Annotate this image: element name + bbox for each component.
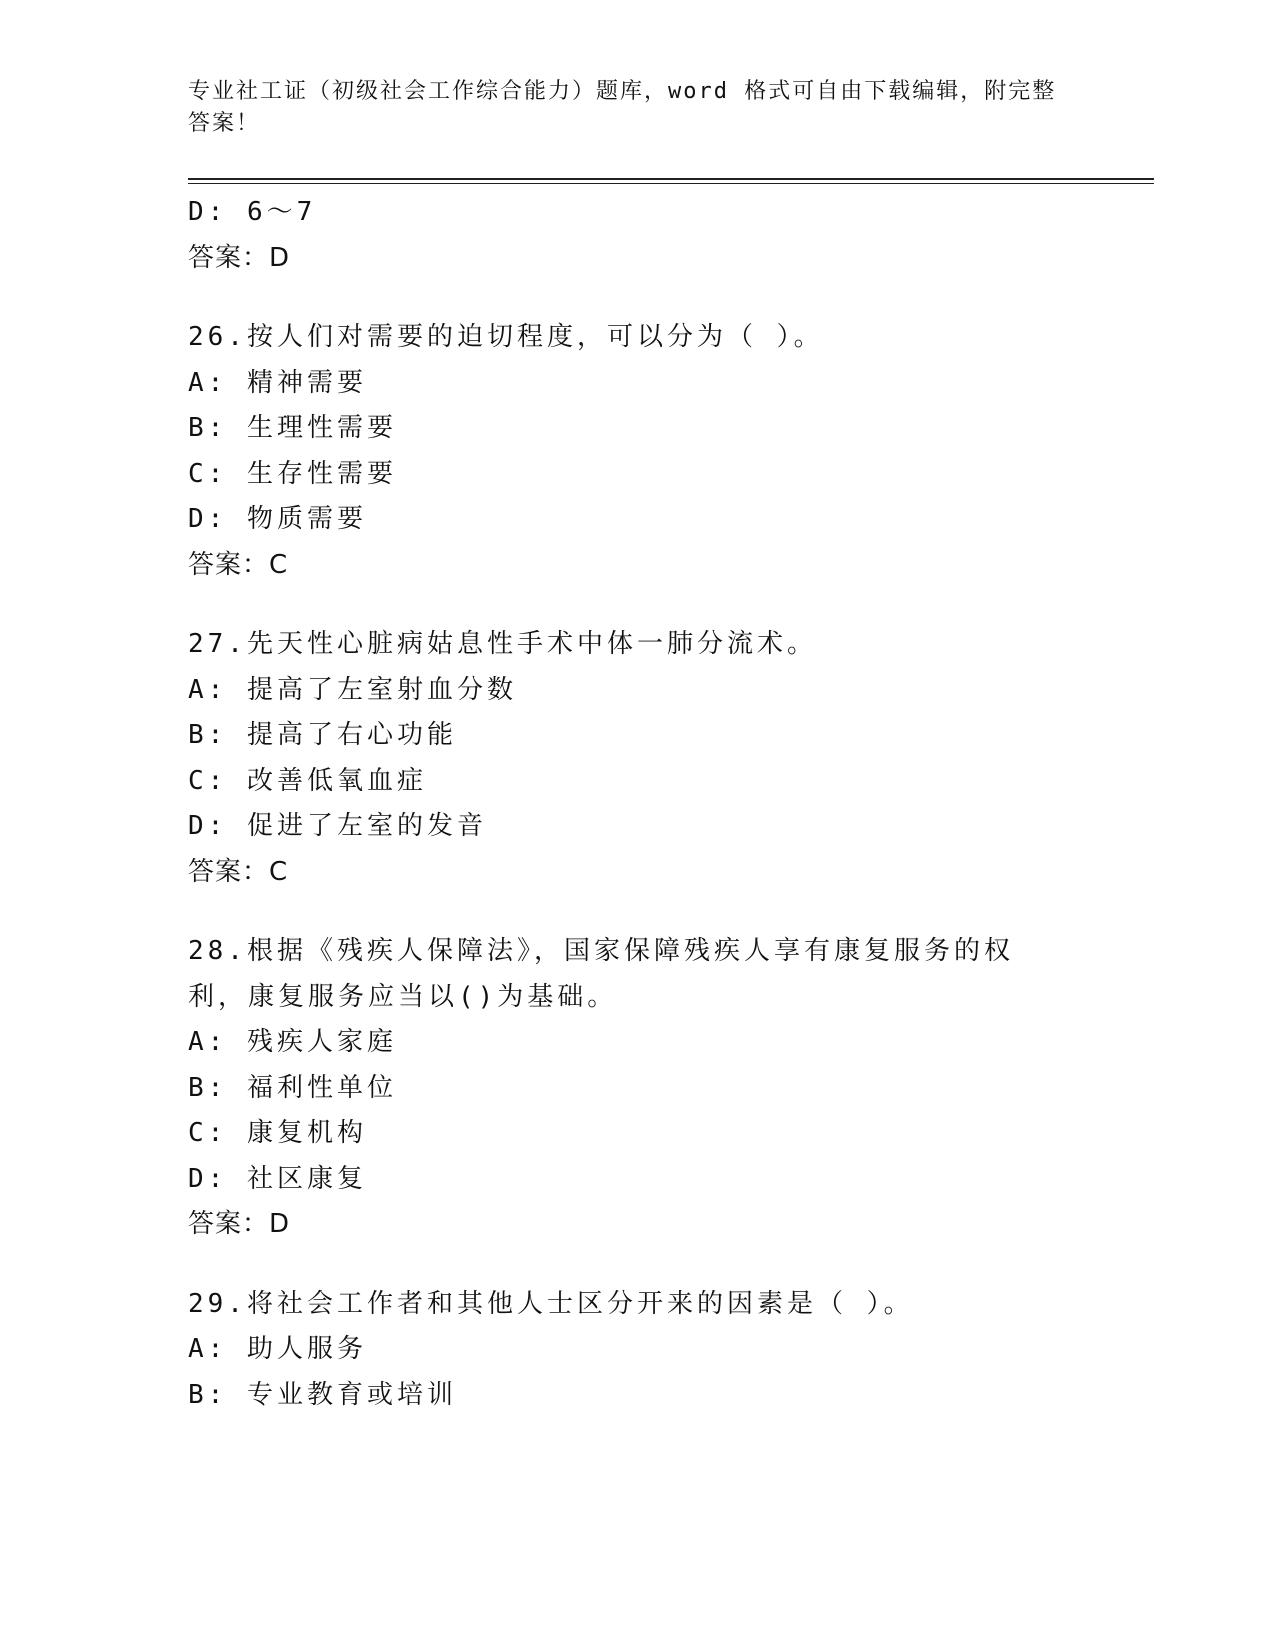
question-stem: 26.按人们对需要的迫切程度，可以分为（ ）。 [188,322,824,352]
question-27 [188,622,1088,895]
option-b: B: 专业教育或培训 [188,1379,457,1410]
option-c: C: 生存性需要 [188,458,397,489]
answer: 答案：C [188,549,289,580]
option-c: C: 改善低氧血症 [188,765,427,796]
option-d: D: 物质需要 [188,504,367,534]
prev-option-d: D: 6～7 [188,197,317,227]
option-a: A: 提高了左室射血分数 [188,674,517,705]
option-d: D: 促进了左室的发音 [188,811,487,841]
question-stem: 27.先天性心脏病姑息性手术中体一肺分流术。 [188,629,817,659]
header-divider-thick [188,178,1154,180]
question-content [188,190,1088,1418]
header-divider-thin [188,183,1154,184]
option-a: A: 精神需要 [188,367,367,398]
question-stem: 29.将社会工作者和其他人士区分开来的因素是（ ）。 [188,1288,914,1319]
option-b: B: 提高了右心功能 [188,720,457,750]
answer: 答案：C [188,856,289,887]
option-d: D: 社区康复 [188,1163,367,1194]
question-29 [188,1282,1088,1419]
option-b: B: 福利性单位 [188,1072,397,1103]
option-b: B: 生理性需要 [188,413,397,443]
document-header: 专业社工证（初级社会工作综合能力）题库，word 格式可自由下载编辑，附完整答案！ [188,79,1057,136]
prev-answer: 答案：D [188,242,291,273]
answer: 答案：D [188,1209,291,1239]
question-28 [188,929,1088,1248]
option-c: C: 康复机构 [188,1118,367,1148]
option-a: A: 残疾人家庭 [188,1027,397,1057]
question-26 [188,315,1088,588]
question-stem: 28.根据《残疾人保障法》，国家保障残疾人享有康复服务的权利，康复服务应当以()为基础。 [188,936,1014,1012]
option-a: A: 助人服务 [188,1334,367,1364]
